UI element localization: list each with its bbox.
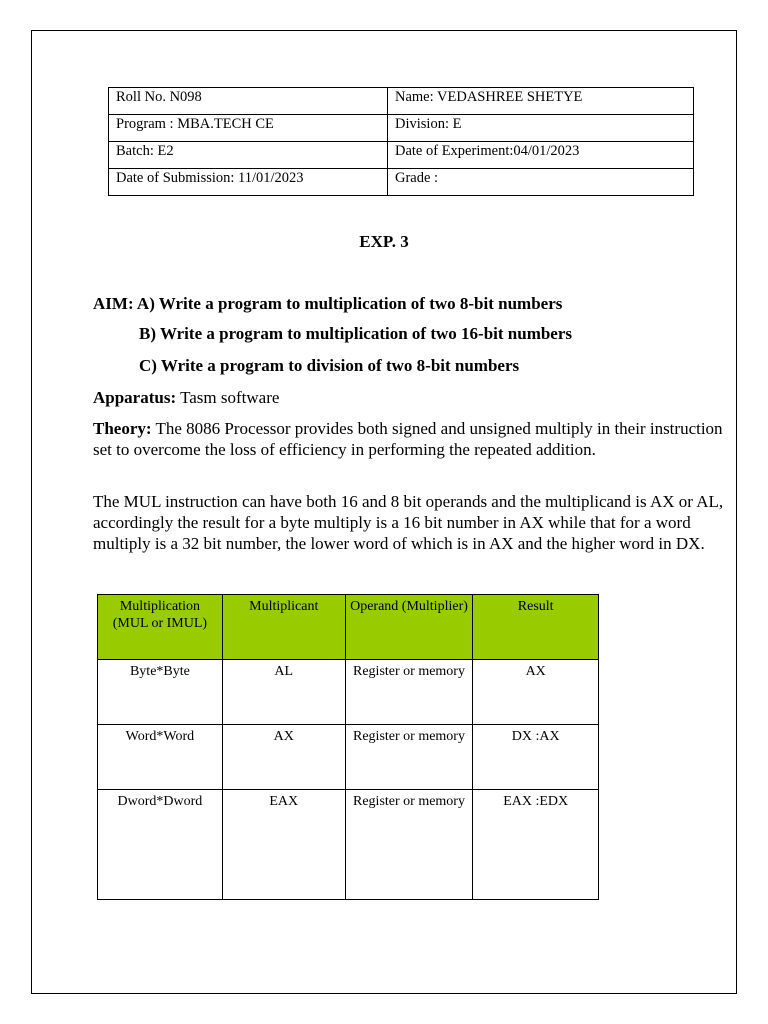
student-info-table: [108, 87, 694, 196]
table-cell: Dword*Dword: [98, 790, 223, 900]
table-row: [98, 660, 599, 725]
header-multiplication: Multiplication (MUL or IMUL): [98, 595, 223, 660]
apparatus: [93, 387, 733, 408]
header-operand: Operand (Multiplier): [345, 595, 473, 660]
program: Program : MBA.TECH CE: [109, 115, 388, 142]
student-name: Name: VEDASHREE SHETYE: [388, 88, 694, 115]
table-cell: AX: [473, 660, 599, 725]
aim-c: C) Write a program to division of two 8-bit numbers: [139, 356, 520, 375]
submission-date: Date of Submission: 11/01/2023: [109, 169, 388, 196]
multiplication-table: [97, 594, 599, 900]
table-row: [109, 115, 694, 142]
theory-text: The 8086 Processor provides both signed and unsigned multiply in their instruction set to overcome the loss of efficiency in performing the repeated addition.: [93, 419, 723, 459]
header-multiplicant: Multiplicant: [222, 595, 345, 660]
table-header-row: [98, 595, 599, 660]
table-cell: Register or memory: [345, 790, 473, 900]
table-row: [98, 790, 599, 900]
grade: Grade :: [388, 169, 694, 196]
table-cell: EAX: [222, 790, 345, 900]
table-cell: AL: [222, 660, 345, 725]
table-cell: Word*Word: [98, 725, 223, 790]
table-row: [109, 88, 694, 115]
header-result: Result: [473, 595, 599, 660]
table-cell: Byte*Byte: [98, 660, 223, 725]
mul-paragraph: The MUL instruction can have both 16 and 8 bit operands and the multiplicand is AX or AL, accordingly the result for a byte multiply is a 16 bit number in AX while that for a word multiply is a 32 bit number, the lower word of which is in AX and the higher word in DX.: [93, 492, 724, 553]
aim-b: B) Write a program to multiplication of two 16-bit numbers: [139, 324, 573, 343]
theory-label: Theory:: [93, 419, 152, 438]
table-row: [109, 169, 694, 196]
table-row: [109, 142, 694, 169]
apparatus-label: Apparatus:: [93, 388, 177, 407]
table-cell: Register or memory: [345, 660, 473, 725]
batch: Batch: E2: [109, 142, 388, 169]
table-cell: DX :AX: [473, 725, 599, 790]
theory: [93, 418, 733, 460]
table-cell: AX: [222, 725, 345, 790]
table-cell: EAX :EDX: [473, 790, 599, 900]
table-row: [98, 725, 599, 790]
apparatus-text: Tasm software: [176, 388, 280, 407]
experiment-title: EXP. 3: [359, 232, 409, 251]
division: Division: E: [388, 115, 694, 142]
aim-a: AIM: A) Write a program to multiplication of two 8-bit numbers: [93, 294, 563, 313]
roll-number: Roll No. N098: [109, 88, 388, 115]
experiment-date: Date of Experiment:04/01/2023: [388, 142, 694, 169]
table-cell: Register or memory: [345, 725, 473, 790]
